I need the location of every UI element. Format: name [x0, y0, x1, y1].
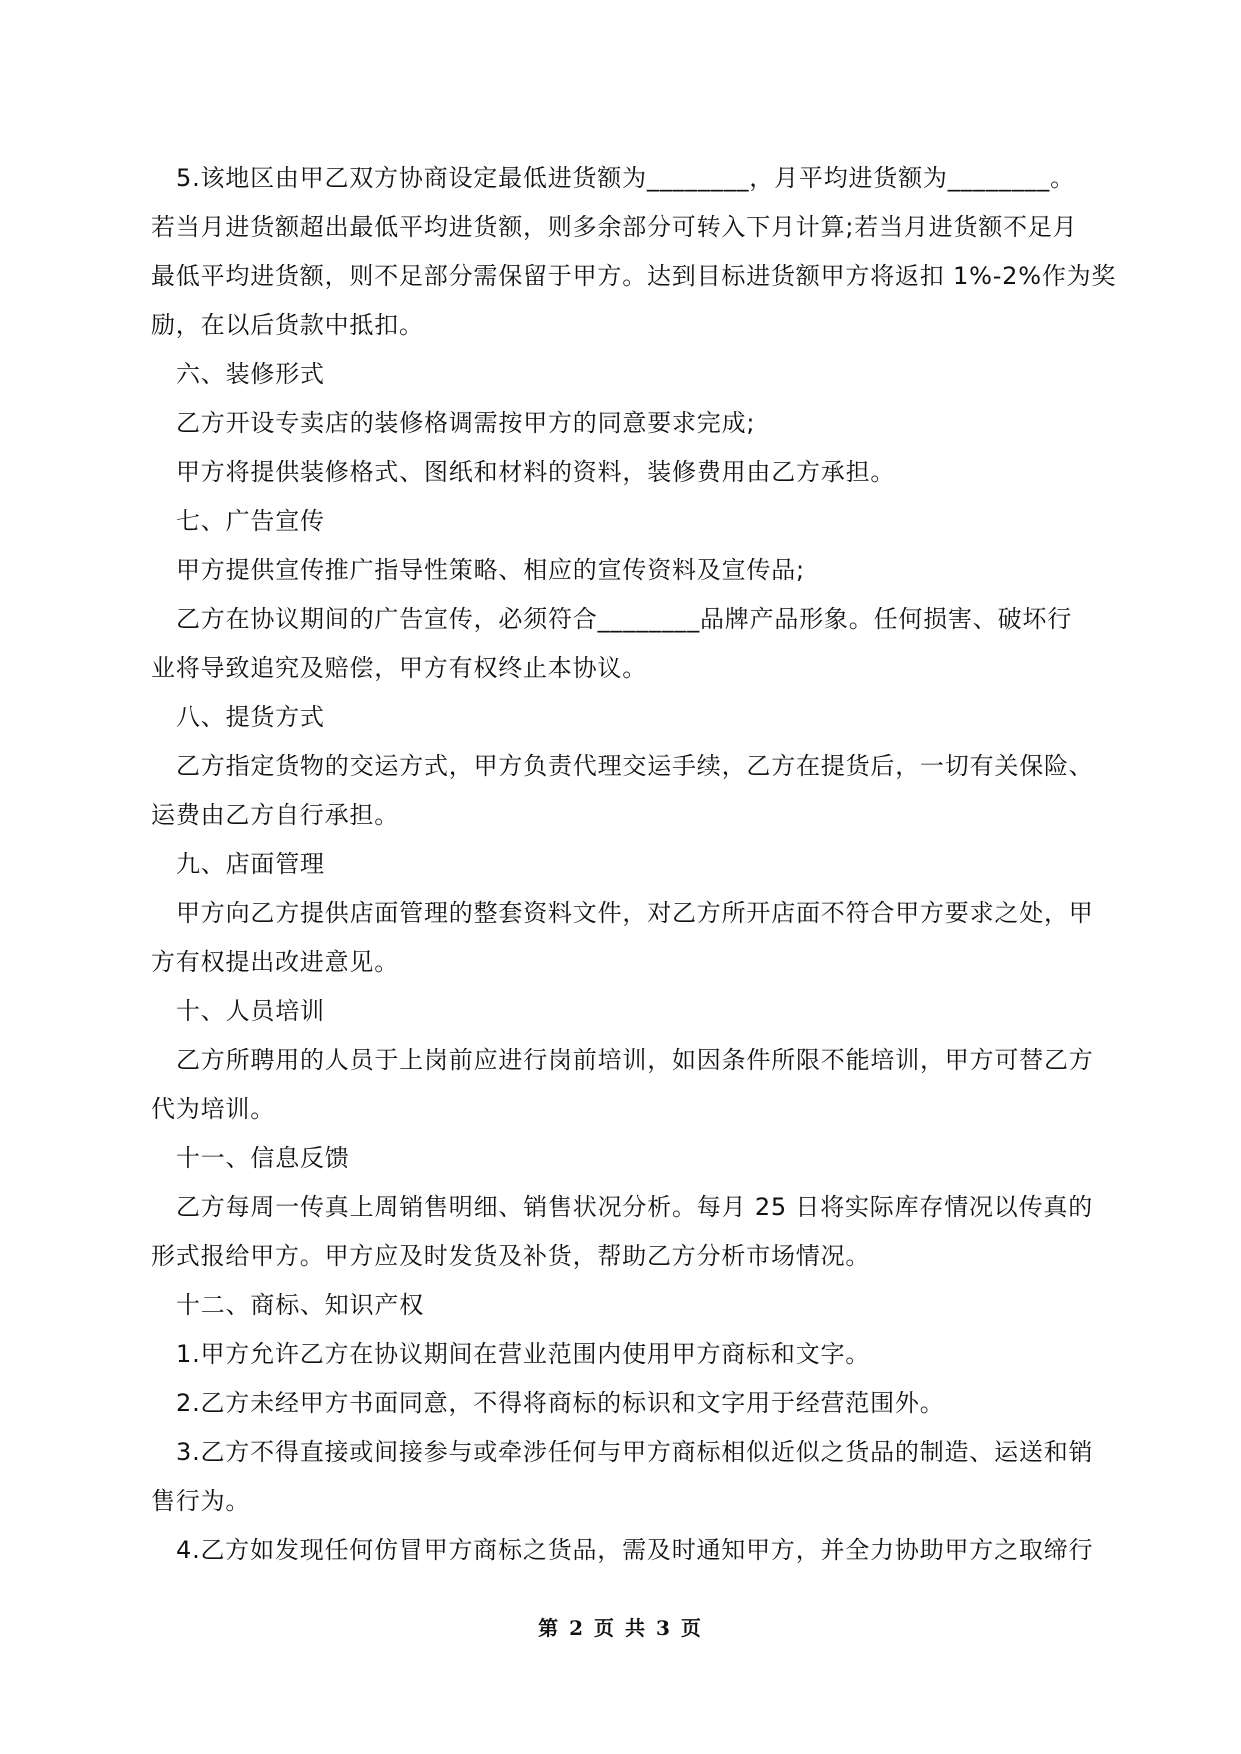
section-heading: 八、提货方式: [176, 703, 325, 731]
paragraph-line: 甲方向乙方提供店面管理的整套资料文件，对乙方所开店面不符合甲方要求之处，甲: [176, 899, 1094, 927]
paragraph-line: 甲方将提供装修格式、图纸和材料的资料，装修费用由乙方承担。: [176, 458, 896, 486]
paragraph-line: 乙方在协议期间的广告宣传，必须符合________品牌产品形象。任何损害、破坏行: [176, 605, 1072, 633]
paragraph-line: 乙方指定货物的交运方式，甲方负责代理交运手续，乙方在提货后，一切有关保险、: [176, 752, 1094, 780]
paragraph-line: 励，在以后货款中抵扣。: [151, 311, 424, 339]
paragraph-line: 乙方所聘用的人员于上岗前应进行岗前培训，如因条件所限不能培训，甲方可替乙方: [176, 1046, 1094, 1074]
paragraph-line: 乙方开设专卖店的装修格调需按甲方的同意要求完成;: [176, 409, 756, 437]
paragraph-line: 方有权提出改进意见。: [151, 948, 399, 976]
document-body: [151, 154, 1117, 1575]
paragraph-line: 售行为。: [151, 1487, 251, 1515]
paragraph-line: 2.乙方未经甲方书面同意，不得将商标的标识和文字用于经营范围外。: [176, 1389, 945, 1417]
paragraph-line: 若当月进货额超出最低平均进货额，则多余部分可转入下月计算;若当月进货额不足月: [151, 213, 1078, 241]
paragraph-line: 代为培训。: [151, 1095, 275, 1123]
paragraph-line: 4.乙方如发现任何仿冒甲方商标之货品，需及时通知甲方，并全力协助甲方之取缔行: [176, 1536, 1094, 1564]
section-heading: 九、店面管理: [176, 850, 325, 878]
section-heading: 十一、信息反馈: [176, 1144, 350, 1172]
paragraph-line: 业将导致追究及赔偿，甲方有权终止本协议。: [151, 654, 647, 682]
paragraph-line: 甲方提供宣传推广指导性策略、相应的宣传资料及宣传品;: [176, 556, 805, 584]
paragraph-line: 5.该地区由甲乙双方协商设定最低进货额为________，月平均进货额为________。: [176, 164, 1075, 192]
section-heading: 十、人员培训: [176, 997, 325, 1025]
paragraph-line: 1.甲方允许乙方在协议期间在营业范围内使用甲方商标和文字。: [176, 1340, 871, 1368]
paragraph-line: 乙方每周一传真上周销售明细、销售状况分析。每月 25 日将实际库存情况以传真的: [176, 1193, 1093, 1221]
section-heading: 十二、商标、知识产权: [176, 1291, 424, 1319]
section-heading: 七、广告宣传: [176, 507, 325, 535]
page-number-footer: 第 2 页 共 3 页: [538, 1616, 703, 1640]
paragraph-line: 3.乙方不得直接或间接参与或牵涉任何与甲方商标相似近似之货品的制造、运送和销: [176, 1438, 1094, 1466]
section-heading: 六、装修形式: [176, 360, 325, 388]
paragraph-line: 形式报给甲方。甲方应及时发货及补货，帮助乙方分析市场情况。: [151, 1242, 871, 1270]
paragraph-line: 运费由乙方自行承担。: [151, 801, 399, 829]
paragraph-line: 最低平均进货额，则不足部分需保留于甲方。达到目标进货额甲方将返扣 1%-2%作为奖: [151, 262, 1117, 290]
